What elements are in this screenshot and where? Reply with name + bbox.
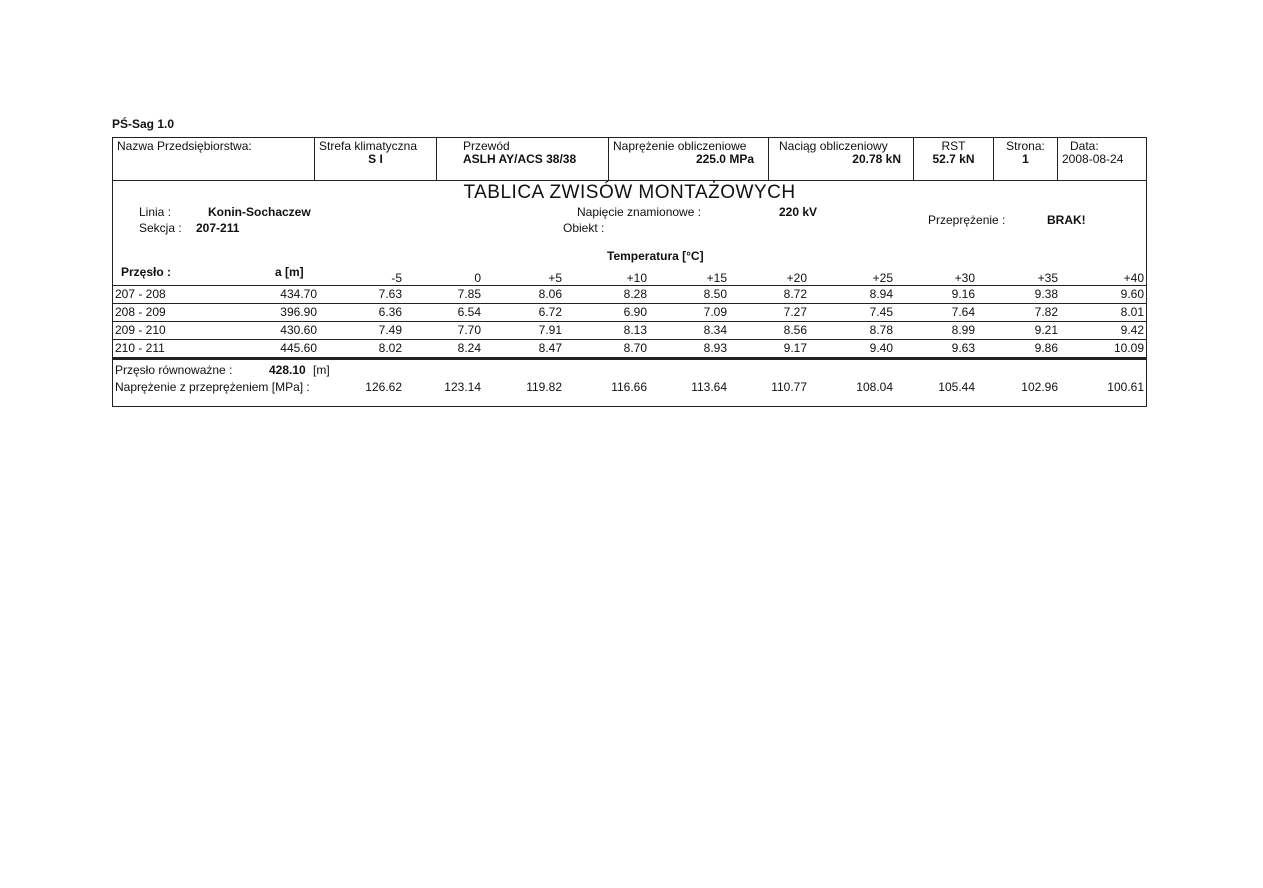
stress-value-cell: 123.14 (444, 380, 481, 394)
sag-value-cell: 6.54 (457, 305, 481, 319)
sag-value-cell: 8.47 (538, 341, 562, 355)
length-header: a [m] (275, 265, 304, 279)
line-label: Linia : (139, 205, 172, 219)
span-cell: 209 - 210 (115, 323, 166, 337)
temperature-header: +25 (872, 271, 893, 285)
sag-value-cell: 8.01 (1120, 305, 1144, 319)
table-row (113, 286, 1146, 304)
info-block (113, 203, 1146, 249)
table-row (113, 340, 1146, 357)
sag-value-cell: 9.86 (1034, 341, 1058, 355)
header-row (113, 138, 1146, 181)
rst-label: RST (941, 139, 966, 153)
length-cell: 434.70 (280, 287, 317, 301)
sag-value-cell: 6.90 (623, 305, 647, 319)
sag-value-cell: 7.64 (951, 305, 975, 319)
table-title: TABLICA ZWISÓW MONTAŻOWYCH (463, 182, 796, 203)
stress-value-cell: 108.04 (856, 380, 893, 394)
sag-value-cell: 8.06 (538, 287, 562, 301)
sag-value-cell: 8.78 (869, 323, 893, 337)
stress-value-cell: 110.77 (771, 380, 807, 394)
design-stress-label: Naprężenie obliczeniowe (613, 139, 747, 153)
sag-value-cell: 8.50 (703, 287, 727, 301)
length-cell: 396.90 (280, 305, 317, 319)
sag-value-cell: 7.63 (378, 287, 402, 301)
span-cell: 208 - 209 (115, 305, 166, 319)
sag-value-cell: 8.94 (869, 287, 893, 301)
rst-cell (914, 138, 994, 180)
date-cell (1058, 138, 1146, 180)
temperature-header: -5 (391, 271, 402, 285)
voltage-value: 220 kV (779, 205, 818, 219)
sag-value-cell: 7.27 (783, 305, 807, 319)
span-cell: 207 - 208 (115, 287, 166, 301)
sag-value-cell: 8.72 (783, 287, 807, 301)
temperature-title: Temperatura [°C] (607, 249, 704, 263)
conductor-label: Przewód (463, 139, 510, 153)
object-label: Obiekt : (563, 221, 605, 235)
stress-value-cell: 126.62 (365, 380, 402, 394)
stress-value-cell: 102.96 (1021, 380, 1058, 394)
sag-value-cell: 7.45 (869, 305, 893, 319)
temperature-header: +20 (786, 271, 807, 285)
sag-value-cell: 9.42 (1120, 323, 1144, 337)
data-rows (113, 286, 1146, 360)
climate-zone-value: S I (368, 152, 383, 166)
page-value: 1 (1022, 152, 1029, 166)
sag-value-cell: 7.49 (378, 323, 402, 337)
sag-value-cell: 8.34 (703, 323, 727, 337)
section-label: Sekcja : (139, 221, 182, 235)
temperature-header: +5 (548, 271, 562, 285)
sag-value-cell: 8.24 (457, 341, 481, 355)
length-cell: 430.60 (280, 323, 317, 337)
span-header: Przęsło : (121, 265, 172, 279)
design-tension-label: Naciąg obliczeniowy (779, 139, 888, 153)
climate-zone-cell (315, 138, 437, 180)
design-tension-cell (769, 138, 914, 180)
design-stress-cell (609, 138, 769, 180)
page-label: Strona: (1006, 139, 1045, 153)
page-cell (994, 138, 1058, 180)
temperature-header: 0 (474, 271, 481, 285)
sag-value-cell: 9.17 (783, 341, 807, 355)
column-header-row (113, 265, 1146, 286)
stress-value-cell: 116.66 (611, 380, 647, 394)
section-value: 207-211 (196, 221, 240, 235)
sag-value-cell: 7.91 (538, 323, 562, 337)
app-title: PŚ-Sag 1.0 (112, 117, 175, 131)
stress-value-cell: 113.64 (691, 380, 727, 394)
sag-value-cell: 9.60 (1120, 287, 1144, 301)
sag-value-cell: 9.21 (1034, 323, 1058, 337)
length-cell: 445.60 (280, 341, 317, 355)
sag-value-cell: 8.70 (623, 341, 647, 355)
company-label: Nazwa Przedsiębiorstwa: (117, 139, 252, 153)
sag-table-sheet (112, 137, 1147, 407)
equiv-span-unit: [m] (313, 363, 330, 377)
stress-value-cell: 119.82 (526, 380, 562, 394)
sag-value-cell: 7.70 (457, 323, 481, 337)
equiv-span-value: 428.10 (269, 363, 306, 377)
temperature-header: +10 (626, 271, 647, 285)
design-stress-value: 225.0 MPa (695, 152, 754, 166)
sag-value-cell: 8.13 (623, 323, 647, 337)
sag-value-cell: 6.36 (378, 305, 402, 319)
rst-value: 52.7 kN (932, 152, 975, 166)
voltage-label: Napięcie znamionowe : (577, 205, 702, 219)
sag-value-cell: 8.99 (951, 323, 975, 337)
stress-value-cell: 105.44 (938, 380, 975, 394)
sag-value-cell: 8.28 (623, 287, 647, 301)
design-tension-value: 20.78 kN (852, 152, 901, 166)
overtension-value: BRAK! (1047, 213, 1086, 227)
span-cell: 210 - 211 (115, 341, 165, 355)
table-row (113, 304, 1146, 322)
date-label: Data: (1070, 139, 1099, 153)
sag-value-cell: 7.82 (1034, 305, 1058, 319)
stress-value-cell: 100.61 (1107, 380, 1144, 394)
sag-value-cell: 8.02 (378, 341, 402, 355)
overtension-label: Przeprężenie : (928, 213, 1006, 227)
climate-zone-label: Strefa klimatyczna (319, 139, 418, 153)
sag-value-cell: 6.72 (538, 305, 562, 319)
sag-value-cell: 8.93 (703, 341, 727, 355)
line-value: Konin-Sochaczew (208, 205, 311, 219)
company-cell (113, 138, 315, 180)
date-value: 2008-08-24 (1062, 152, 1124, 166)
sag-value-cell: 8.56 (783, 323, 807, 337)
conductor-cell (437, 138, 609, 180)
footer-block (113, 360, 1146, 406)
stress-with-overtension-label: Naprężenie z przeprężeniem [MPa] : (115, 380, 310, 394)
sag-value-cell: 10.09 (1113, 341, 1144, 355)
temperature-header: +30 (954, 271, 975, 285)
temperature-header: +15 (706, 271, 727, 285)
table-row (113, 322, 1146, 340)
temperature-title-row (113, 249, 1146, 265)
sag-value-cell: 7.09 (703, 305, 727, 319)
conductor-value: ASLH AY/ACS 38/38 (463, 152, 577, 166)
sag-value-cell: 7.85 (457, 287, 481, 301)
temperature-header: +40 (1123, 271, 1144, 285)
equiv-span-label: Przęsło równoważne : (115, 363, 233, 377)
sag-value-cell: 9.38 (1034, 287, 1058, 301)
sag-value-cell: 9.16 (951, 287, 975, 301)
temperature-header: +35 (1037, 271, 1058, 285)
sag-value-cell: 9.40 (869, 341, 893, 355)
sag-value-cell: 9.63 (951, 341, 975, 355)
